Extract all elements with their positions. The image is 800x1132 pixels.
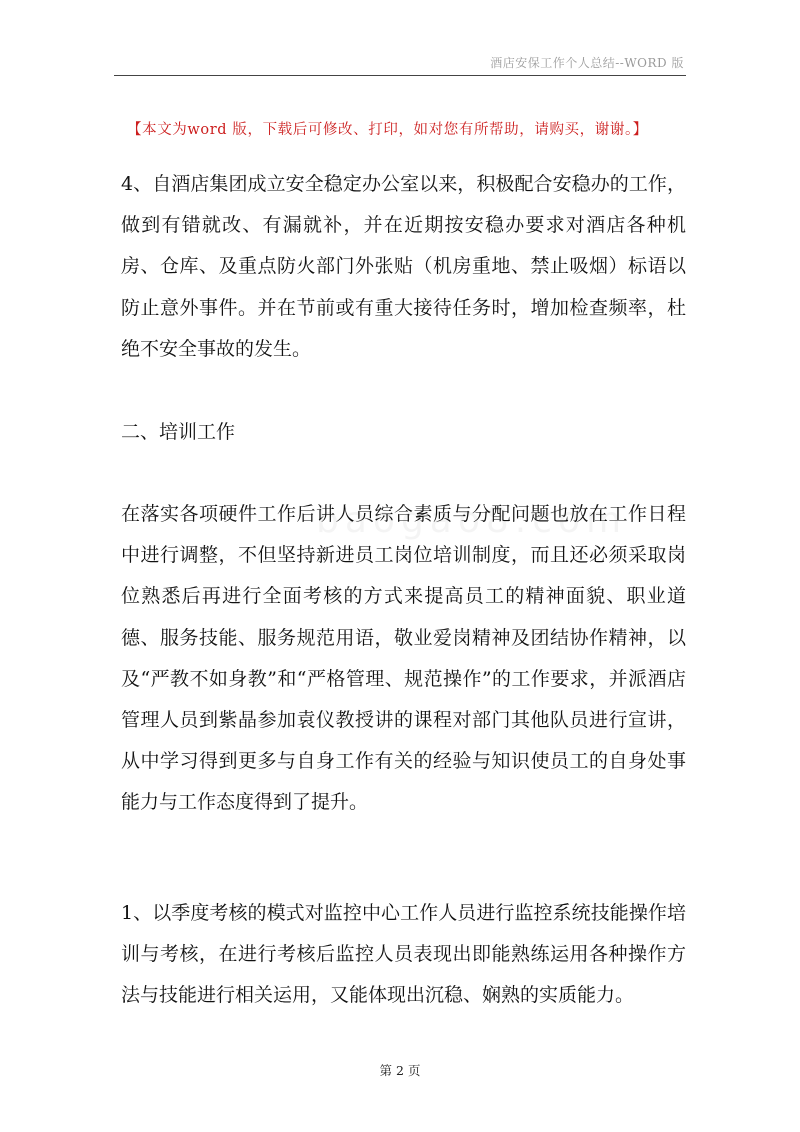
- paragraph-training: 在落实各项硬件工作后讲人员综合素质与分配问题也放在工作日程中进行调整，不但坚持新进员工岗位培训制度，而且还必须采取岗位熟悉后再进行全面考核的方式来提高员工的精神面貌、职业道德、服务技能、服务规范用语，敬业爱岗精神及团结协作精神，以及“严教不如身教”和“严格管理、规范操作”的工作要求，并派酒店管理人员到紫晶参加袁仪教授讲的课程对部门其他队员进行宣讲，从中学习得到更多与自身工作有关的经验与知识使员工的自身处事能力与工作态度得到了提升。: [121, 503, 686, 814]
- paragraph-item-1: 1、以季度考核的模式对监控中心工作人员进行监控系统技能操作培训与考核，在进行考核后监控人员表现出即能熟练运用各种操作方法与技能进行相关运用，又能体现出沉稳、娴熟的实质能力。: [121, 902, 686, 1007]
- page-number: 第 2 页: [379, 1063, 421, 1078]
- running-header: 酒店安保工作个人总结--WORD 版: [490, 56, 684, 70]
- download-notice: 【本文为word 版，下载后可修改、打印，如对您有所帮助，请购买，谢谢。】: [127, 122, 648, 138]
- section-heading: 二、培训工作: [121, 421, 236, 443]
- header-divider: [114, 75, 686, 76]
- paragraph-item-4: 4、自酒店集团成立安全稳定办公室以来，积极配合安稳办的工作，做到有错就改、有漏就补，并在近期按安稳办要求对酒店各种机房、仓库、及重点防火部门外张贴（机房重地、禁止吸烟）标语以防止意外事件。并在节前或有重大接待任务时，增加检查频率，杜绝不安全事故的发生。: [121, 173, 686, 360]
